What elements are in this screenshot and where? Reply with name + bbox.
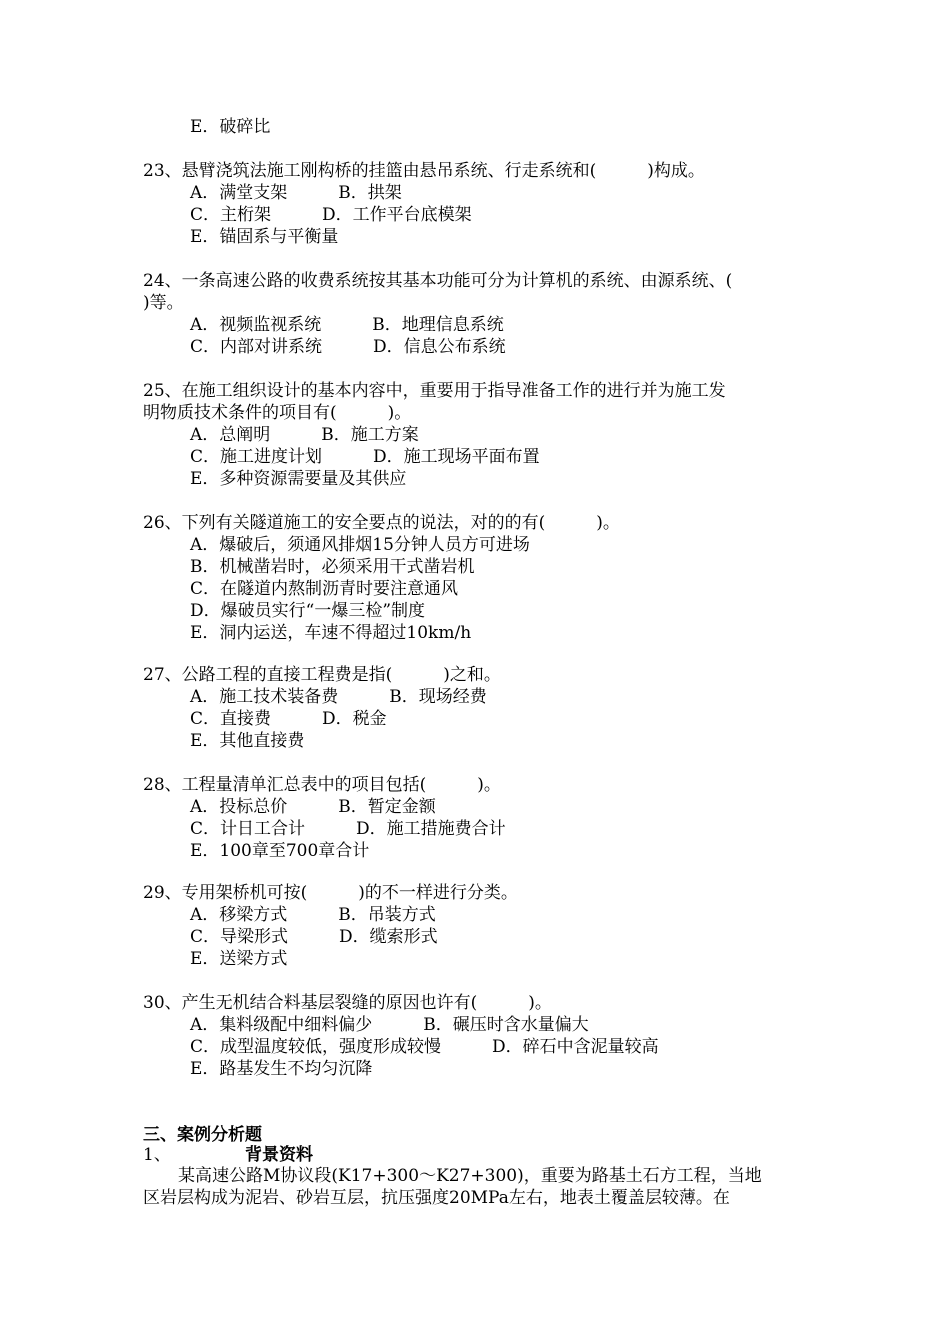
question-29: 29、专用架桥机可按( )的不一样进行分类。 [143,883,518,903]
option-28cd: C．计日工合计 D．施工措施费合计 [190,819,506,839]
question-27: 27、公路工程的直接工程费是指( )之和。 [143,665,501,685]
option-29e: E．送梁方式 [190,949,288,969]
option-25e: E．多种资源需要量及其供应 [190,469,407,489]
option-22e: E．破碎比 [190,117,271,137]
option-26a: A．爆破后，须通风排烟15分钟人员方可进场 [190,535,530,555]
option-30ab: A．集料级配中细料偏少 B．碾压时含水量偏大 [190,1015,589,1035]
option-30cd: C．成型温度较低，强度形成较慢 D．碎石中含泥量较高 [190,1037,659,1057]
option-24ab: A．视频监视系统 B．地理信息系统 [190,315,504,335]
case-paragraph-line1: 某高速公路M协议段(K17+300～K27+300)，重要为路基土石方工程，当地 [178,1166,762,1186]
question-24-line1: 24、一条高速公路的收费系统按其基本功能可分为计算机的系统、由源系统、( [143,271,733,291]
option-27ab: A．施工技术装备费 B．现场经费 [190,687,487,707]
question-24-line2: )等。 [143,293,184,313]
option-25cd: C．施工进度计划 D．施工现场平面布置 [190,447,540,467]
option-26d: D．爆破员实行“一爆三检”制度 [190,601,426,621]
option-23ab: A．满堂支架 B．拱架 [190,183,402,203]
option-30e: E．路基发生不均匀沉降 [190,1059,373,1079]
option-26e: E．洞内运送，车速不得超过10km/h [190,623,472,643]
option-27e: E．其他直接费 [190,731,305,751]
case-title: 背景资料 [245,1145,313,1165]
question-28: 28、工程量清单汇总表中的项目包括( )。 [143,775,501,795]
option-28ab: A．投标总价 B．暂定金额 [190,797,436,817]
question-25-line1: 25、在施工组织设计的基本内容中，重要用于指导准备工作的进行并为施工发 [143,381,726,401]
case-paragraph-line2: 区岩层构成为泥岩、砂岩互层，抗压强度20MPa左右，地表土覆盖层较薄。在 [143,1188,730,1208]
option-23cd: C．主桁架 D．工作平台底模架 [190,205,472,225]
option-28e: E．100章至700章合计 [190,841,370,861]
section-heading: 三、案例分析题 [143,1125,262,1145]
option-26b: B．机械凿岩时，必须采用干式凿岩机 [190,557,475,577]
option-26c: C．在隧道内熬制沥青时要注意通风 [190,579,459,599]
question-23: 23、悬臂浇筑法施工刚构桥的挂篮由悬吊系统、行走系统和( )构成。 [143,161,705,181]
question-30: 30、产生无机结合料基层裂缝的原因也许有( )。 [143,993,552,1013]
case-number: 1、 [143,1145,171,1165]
option-29cd: C．导梁形式 D．缆索形式 [190,927,438,947]
question-26: 26、下列有关隧道施工的安全要点的说法，对的的有( )。 [143,513,620,533]
option-27cd: C．直接费 D．税金 [190,709,387,729]
option-29ab: A．移梁方式 B．吊装方式 [190,905,436,925]
option-23e: E．锚固系与平衡量 [190,227,339,247]
option-24cd: C．内部对讲系统 D．信息公布系统 [190,337,506,357]
question-25-line2: 明物质技术条件的项目有( )。 [143,403,412,423]
option-25ab: A．总阐明 B．施工方案 [190,425,419,445]
